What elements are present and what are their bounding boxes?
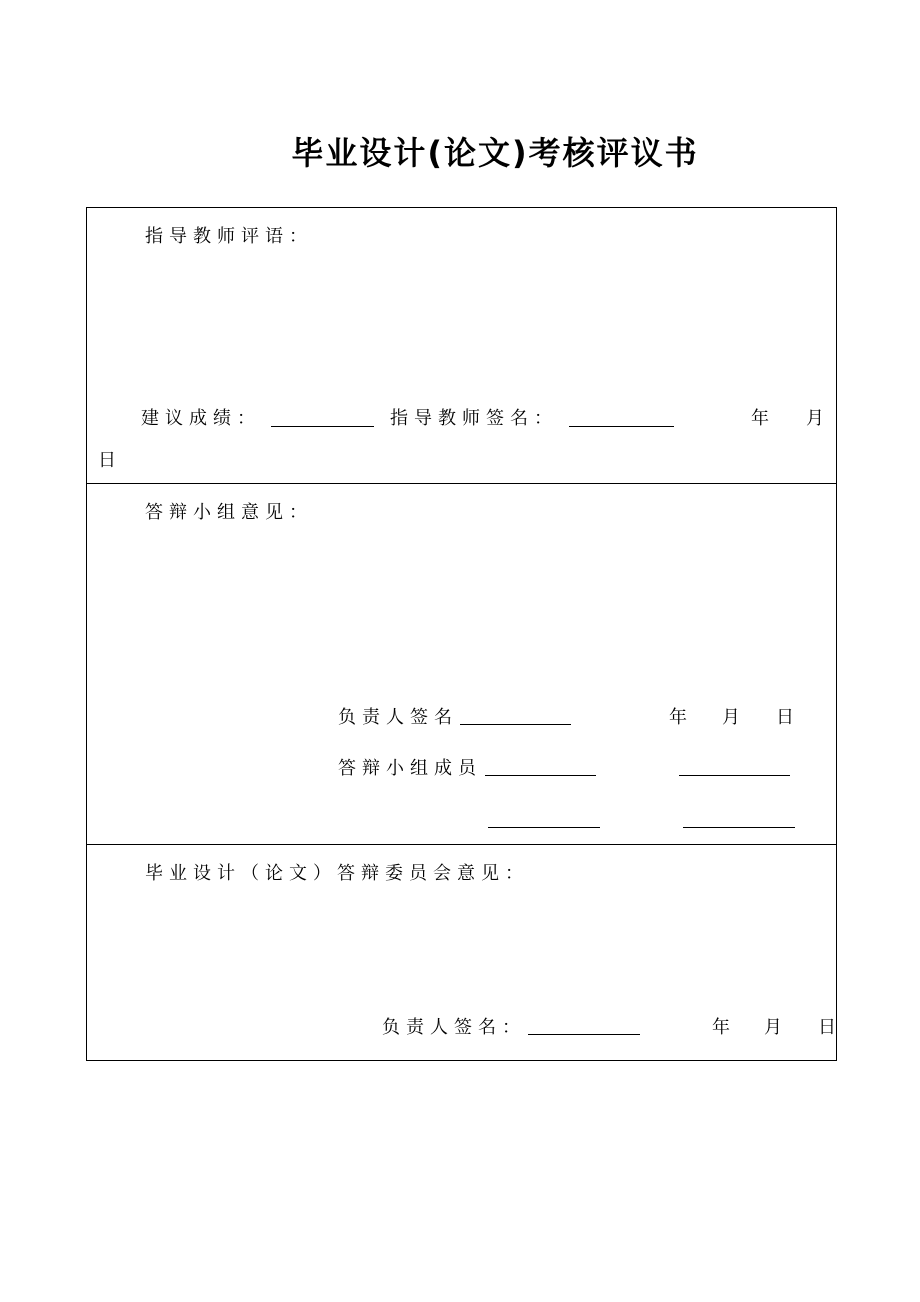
day-label: 日 [818, 1017, 842, 1038]
defense-panel-heading: 答辩小组意见： [145, 502, 313, 523]
suggested-grade-field[interactable] [271, 426, 374, 427]
document-title: 毕业设计(论文)考核评议书 [291, 134, 699, 172]
year-label: 年 [712, 1017, 736, 1038]
panel-member-field-2[interactable] [679, 775, 790, 776]
panel-member-field-1[interactable] [485, 775, 596, 776]
month-label: 月 [806, 408, 830, 429]
panel-leader-signature-label: 负责人签名 [338, 707, 458, 728]
committee-leader-signature-field[interactable] [528, 1034, 640, 1035]
year-label: 年 [669, 707, 693, 728]
panel-member-field-4[interactable] [683, 827, 795, 828]
day-label: 日 [98, 450, 122, 471]
advisor-comments-section [86, 207, 837, 484]
panel-members-label: 答辩小组成员 [338, 758, 482, 779]
year-label: 年 [751, 408, 775, 429]
committee-leader-signature-label: 负责人签名： [382, 1017, 526, 1038]
month-label: 月 [764, 1017, 788, 1038]
defense-committee-section [86, 844, 842, 1061]
advisor-signature-field[interactable] [569, 426, 674, 427]
panel-leader-signature-field[interactable] [460, 724, 571, 725]
advisor-signature-label: 指导教师签名： [390, 408, 558, 429]
day-label: 日 [776, 707, 800, 728]
defense-panel-section [86, 483, 837, 845]
suggested-grade-label: 建议成绩： [141, 408, 261, 429]
defense-committee-heading: 毕业设计（论文）答辩委员会意见： [145, 863, 529, 884]
panel-member-field-3[interactable] [488, 827, 600, 828]
advisor-comments-heading: 指导教师评语： [145, 226, 313, 247]
month-label: 月 [722, 707, 746, 728]
